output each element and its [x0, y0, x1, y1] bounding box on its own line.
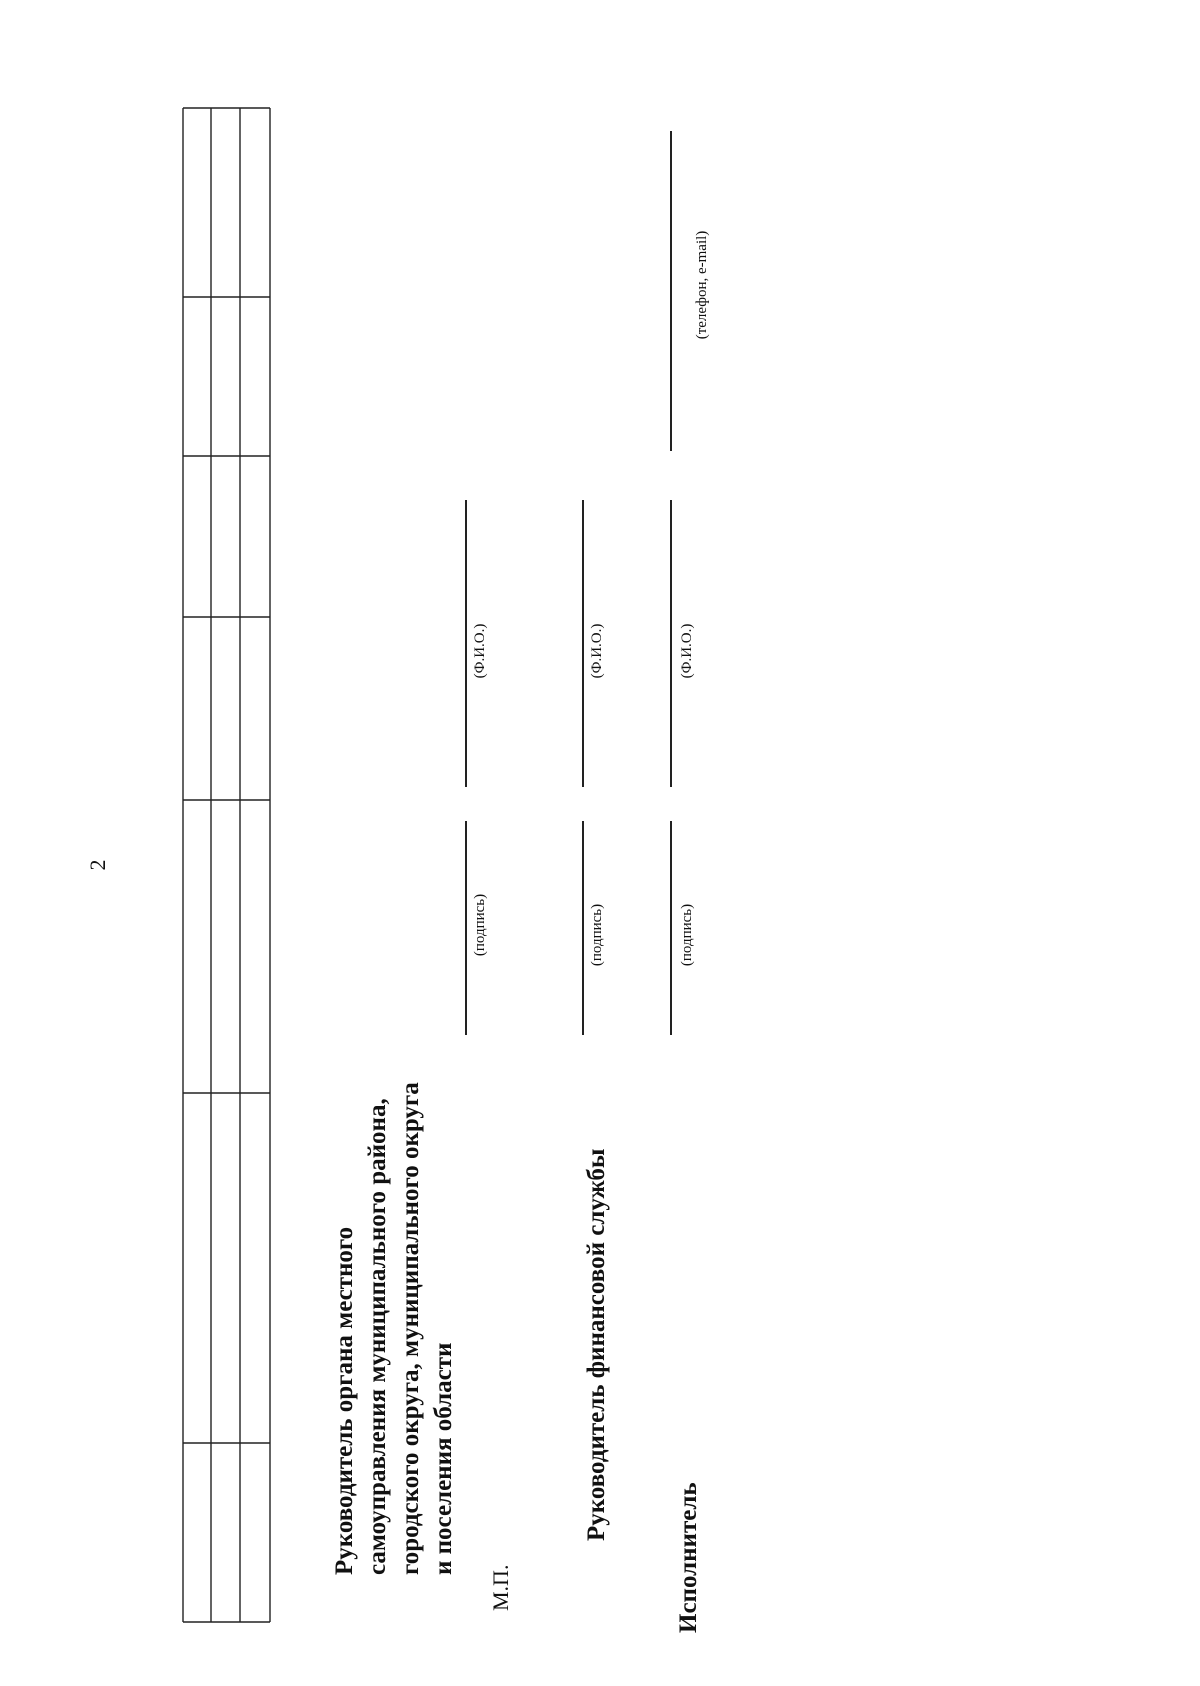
finance-signature-caption: (подпись): [589, 903, 605, 967]
executor-fio-line: [670, 500, 672, 787]
page-number: 2: [85, 859, 110, 871]
head-signature-line: [465, 821, 467, 1035]
executor-fio-caption: (Ф.И.О.): [679, 623, 695, 679]
head-signature-caption: (подпись): [472, 893, 488, 957]
head-fio-caption: (Ф.И.О.): [472, 623, 488, 679]
executor-contact-caption: (телефон, e-mail): [694, 230, 710, 340]
finance-fio-caption: (Ф.И.О.): [589, 623, 605, 679]
finance-title: Руководитель финансовой службы: [583, 1148, 610, 1541]
head-title-line-4: и поселения области: [430, 1342, 457, 1575]
finance-signature-line: [582, 821, 584, 1035]
finance-fio-line: [582, 500, 584, 787]
head-fio-line: [465, 500, 467, 787]
executor-title: Исполнитель: [675, 1482, 702, 1633]
executor-signature-caption: (подпись): [679, 903, 695, 967]
head-title-line-3: городского округа, муниципального округа: [397, 1082, 424, 1575]
executor-signature-line: [670, 821, 672, 1035]
head-title-line-1: Руководитель органа местного: [331, 1226, 358, 1575]
stamp-label: М.П.: [488, 1564, 513, 1611]
head-title-line-2: самоуправления муниципального района,: [364, 1098, 391, 1575]
executor-contact-line: [670, 131, 672, 451]
